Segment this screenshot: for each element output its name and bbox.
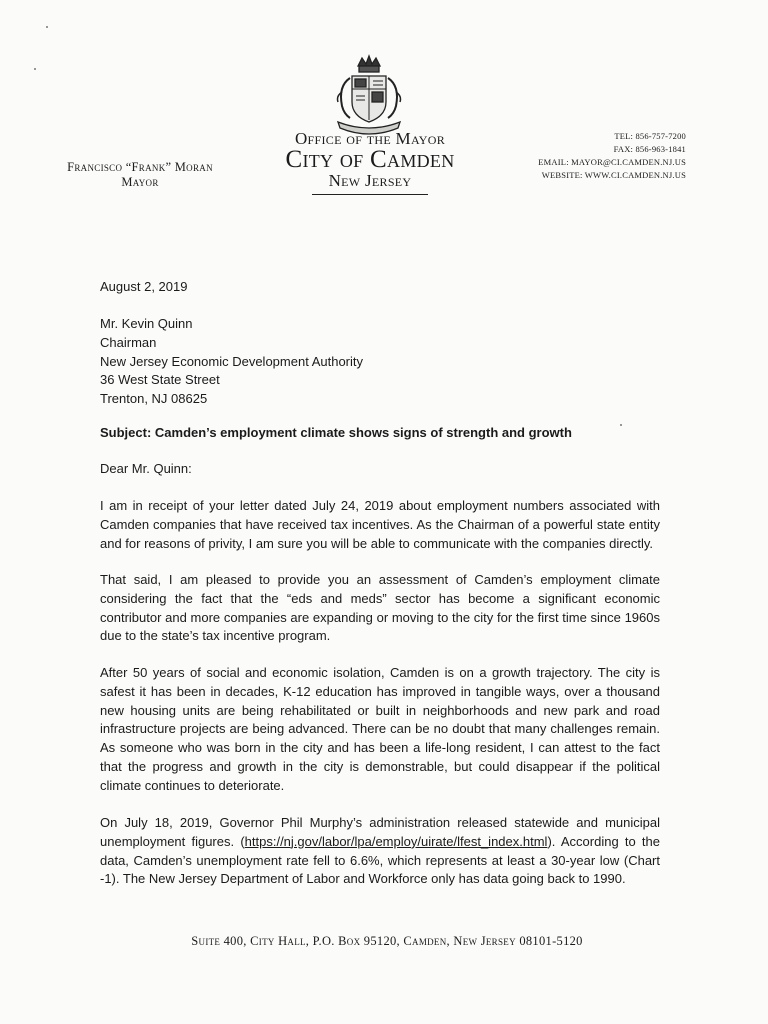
recipient-address bbox=[100, 315, 660, 409]
paragraph-4 bbox=[100, 814, 660, 889]
recipient-line: Chairman bbox=[100, 334, 157, 350]
letter-date: August 2, 2019 bbox=[100, 279, 188, 294]
paragraph-4-text: On July 18, 2019, Governor Phil Murphy’s administration released statewide and municipal unemployment figures. ( bbox=[100, 815, 660, 849]
telephone: TEL: 856-757-7200 bbox=[614, 131, 686, 141]
paragraph-3: After 50 years of social and economic isolation, Camden is on a growth trajectory. The city is safest it has been in decades, K-12 education has improved in tangible ways, over a thousand new housing units are being rehabilitated or built in neighborhoods and new park and road infrastructure projects are being advanced. There can be no doubt that many challenges remain. As someone who was born in the city and has been a life-long resident, I can attest to the fact that the progress and growth in the city is demonstrable, but could disappear if the political climate continues to deteriorate. bbox=[100, 665, 660, 793]
scan-speck bbox=[34, 68, 36, 70]
city-name-heading: City of Camden bbox=[285, 146, 455, 173]
recipient-line: Trenton, NJ 08625 bbox=[100, 391, 208, 407]
mayor-name: Francisco “Frank” Moran bbox=[67, 160, 213, 174]
footer-address: Suite 400, City Hall, P.O. Box 95120, Camden, New Jersey 08101-5120 bbox=[191, 934, 583, 948]
paragraph-4-text: ). According to the data, Camden’s unemployment rate fell to 6.6%, which represents at least a 30-year low (Chart -1). The New Jersey Department of Labor and Workforce only has data going back to 1990. bbox=[100, 833, 661, 887]
office-of-the-mayor-heading: Office of the Mayor bbox=[294, 129, 446, 148]
unemployment-data-link[interactable]: https://nj.gov/labor/lpa/employ/uirate/lfest_index.html bbox=[244, 833, 548, 849]
mayor-title: Mayor bbox=[121, 175, 159, 189]
recipient-line: 36 West State Street bbox=[100, 372, 220, 388]
paragraph-1: I am in receipt of your letter dated July 24, 2019 about employment numbers associated with Camden companies that have received tax incentives. As the Chairman of a powerful state entity and for reasons of privity, I am sure you will be able to communicate with the companies directly. bbox=[100, 498, 660, 551]
recipient-line: Mr. Kevin Quinn bbox=[100, 316, 193, 331]
state-name-heading: New Jersey bbox=[328, 171, 412, 190]
city-seal-emblem bbox=[328, 52, 410, 136]
recipient-line: New Jersey Economic Development Authority bbox=[100, 353, 364, 369]
letterhead-rule bbox=[312, 194, 428, 195]
scan-speck bbox=[46, 26, 48, 28]
paragraph-2: That said, I am pleased to provide you an assessment of Camden’s employment climate considering the fact that the “eds and meds” sector has become a significant economic contributor and more companies are expanding or moving to the city for the first time since 1960s due to the state’s tax incentive program. bbox=[100, 572, 660, 644]
salutation: Dear Mr. Quinn: bbox=[100, 461, 192, 476]
subject-line: Subject: Camden’s employment climate shows signs of strength and growth bbox=[100, 425, 572, 440]
fax: FAX: 856-963-1841 bbox=[613, 144, 686, 154]
scan-speck bbox=[620, 424, 622, 426]
contact-block bbox=[480, 130, 686, 182]
website: WEBSITE: WWW.CI.CAMDEN.NJ.US bbox=[541, 170, 686, 180]
email: EMAIL: MAYOR@CI.CAMDEN.NJ.US bbox=[538, 157, 686, 167]
